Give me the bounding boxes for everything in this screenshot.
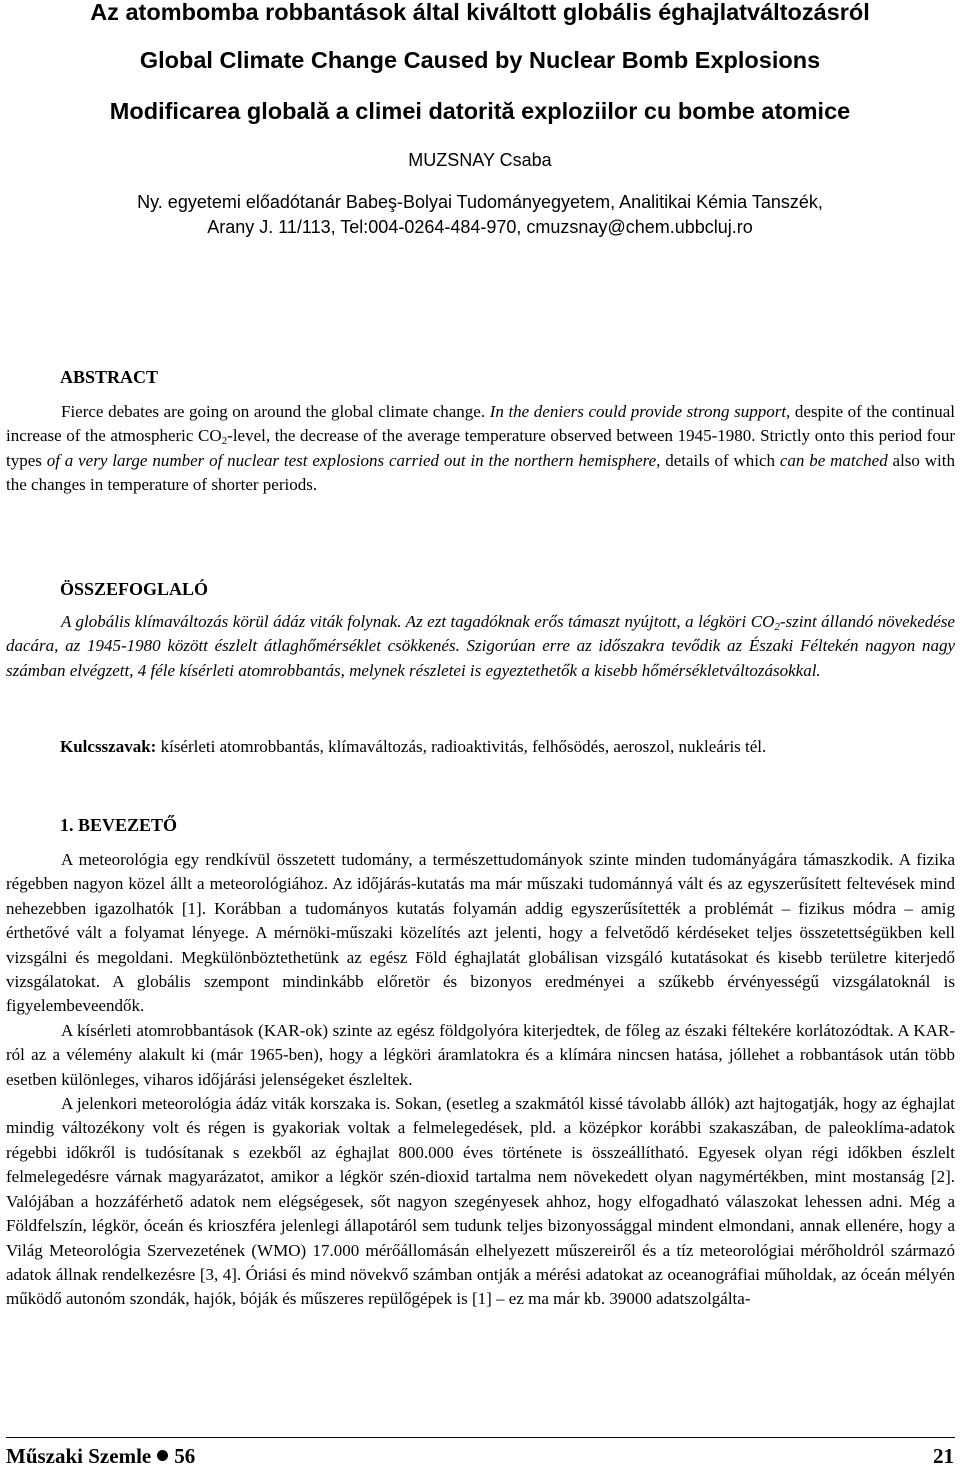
title-english: Global Climate Change Caused by Nuclear Bomb Explosions: [139, 47, 821, 73]
bullet-icon: [157, 1450, 168, 1461]
intro-paragraph-1: A meteorológia egy rendkívül összetett tudomány, a természettudományok szinte minden tudományágára támaszkodik. A fizika régebben nagyon közel állt a meteorológiához. Az időjárás-kutatás ma már műszaki tudománnyá vált és az egyszerűsített feltevések mind nehezebben igazolhatók [1]. Korábban a tudományos kutatás folyamán addig egyszerűsítették a problémát – fizikus módra – amig érthetővé vált a folyamat lényege. A mérnöki-műszaki közelítés azt jelenti, hogy a felvetődő kérdéseket teljes összetettségükben kell vizsgálni és megoldani. Megkülönböztethetünk az egész Föld éghajlatát globálisan vizsgáló kutatásokat és kisebb területre kiterjedő vizsgálatokat. A globális szempont mindinkább előretör és bizonyos eredményei a szűkebb érvényességű vizsgálatoknál is figyelembeveendők.: [6, 850, 955, 1016]
footer-issue: 56: [174, 1444, 196, 1468]
intro-heading: 1. BEVEZETŐ: [60, 815, 178, 835]
title-romanian: Modificarea globală a climei datorită exploziilor cu bombe atomice: [109, 98, 851, 124]
affiliation-line2: Arany J. 11/113, Tel:004-0264-484-970, cmuzsnay@chem.ubbcluj.ro: [207, 217, 753, 237]
title-hungarian: Az atombomba robbantások által kiváltott globális éghajlatváltozásról: [90, 0, 870, 25]
footer-page-number: 21: [933, 1444, 954, 1468]
affiliation-line1: Ny. egyetemi előadótanár Babeş-Bolyai Tudományegyetem, Analitikai Kémia Tanszék,: [137, 192, 823, 212]
footer-divider: [6, 1437, 955, 1438]
osszefoglalo-text: A globális klímaváltozás körül ádáz viták folynak. Az ezt tagadóknak erős támaszt nyújtott, a légköri $CO_2$-szint állandó növekedése dacára, az 1945-1980 között észlelt átlaghőmérséklet csökkenés. Szigorúan erre az időszakra tevődik az Északi Féltekén nagyon nagy számban elvégzett, 4 féle kísérleti atomrobbantás, melynek részletei is egyeztethetők a kisebb hőmérsékletváltozásokkal.: [6, 612, 955, 680]
abstract-text: Fierce debates are going on around the global climate change. In the deniers could provide strong support, despite of the continual increase of the atmospheric $CO_2$-level, the decrease of the average temperature observed between 1945-1980. Strictly onto this period four types of a very large number of nuclear test explosions carried out in the northern hemisphere, details of which can be matched also with the changes in temperature of shorter periods.: [6, 402, 956, 495]
intro-paragraph-2: A kísérleti atomrobbantások (KAR-ok) szinte az egész földgolyóra kiterjedtek, de főleg az északi féltekére korlátozódtak. A KAR-ról az a vélemény alakult ki (már 1965-ben), hogy a légköri áramlatokra és a klímára nincsen hatása, jóllehet a robbantások után több esetben különleges, viharos időjárási jelenségeket észleltek.: [6, 1020, 955, 1089]
intro-paragraph-3: A jelenkori meteorológia ádáz viták korszaka is. Sokan, (esetleg a szakmától kissé távolabb állók) azt hajtogatják, hogy az éghajlat mindig változékony volt és régen is gyakoriak voltak a felmelegedések, pld. a középkor korábbi szakaszában, de paleoklíma-adatok régebbi időkről is tudósítanak s ezekből az éghajlat 800.000 éves története is összeállítható. Egyesek olyan régi időkben észlelt felmelegedésre várnak magyarázatot, amikor a légkör szén-dioxid tartalma nem növekedett olyan nagymértékben, mint mostanság [2]. Valójában a hozzáférhető adatok nem elégségesek, sőt nagyon szegényesek ahhoz, hogy elfogadható válaszokat lehessen adni. Még a Földfelszín, légkör, óceán és krioszféra jelenlegi állapotáról sem tudunk teljes bizonyossággal mindent elmondani, annak ellenére, hogy a Világ Meteorológia Szervezetének (WMO) 17.000 mérőállomásán elhelyezett műszereiről és a tíz meteorológiai mérőholdról származó adatok állnak rendelkezésre [3, 4]. Óriási és mind növekvő számban ontják a mérési adatokat az oceanográfiai műholdak, az óceán mélyén működő autonóm szondák, hajók, bóják és műszeres repülőgépek is [1] – ez ma már kb. 39000 adatszolgálta-: [6, 1094, 955, 1309]
intro-body: [6, 848, 955, 1312]
abstract-heading: ABSTRACT: [60, 367, 159, 387]
footer-journal-name: Műszaki Szemle: [6, 1444, 152, 1468]
osszefoglalo-heading: ÖSSZEFOGLALÓ: [60, 579, 209, 599]
keywords: Kulcsszavak: kísérleti atomrobbantás, klímaváltozás, radioaktivitás, felhősödés, aeroszol, nukleáris tél.: [60, 737, 767, 756]
footer-journal: [6, 1444, 195, 1468]
author: MUZSNAY Csaba: [408, 150, 552, 170]
